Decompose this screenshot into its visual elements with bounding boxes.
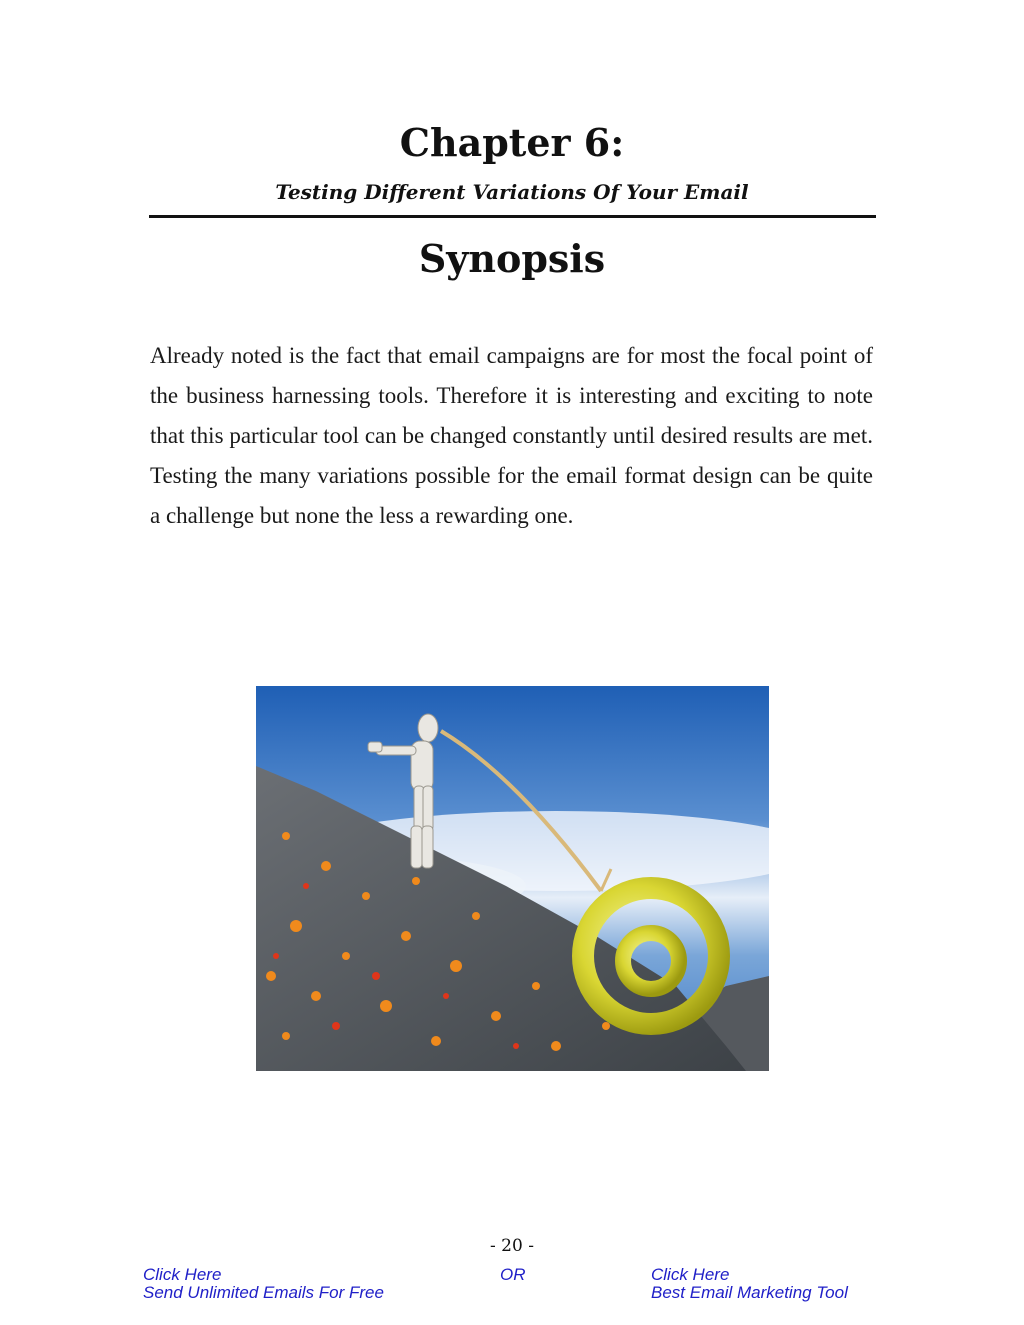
- footer-send-unlimited-emails-link[interactable]: Send Unlimited Emails For Free: [143, 1283, 384, 1302]
- footer-click-here-left-link[interactable]: Click Here: [143, 1265, 222, 1284]
- title-divider: [149, 215, 876, 218]
- section-heading: Synopsis: [418, 236, 606, 281]
- footer-best-email-marketing-tool-link[interactable]: Best Email Marketing Tool: [651, 1283, 848, 1302]
- footer-click-here-right-link[interactable]: Click Here: [651, 1265, 730, 1284]
- mannequin-pulling-at-sign-image: [256, 686, 769, 1071]
- chapter-subtitle: Testing Different Variations Of Your Email: [275, 180, 749, 204]
- page-number: - 20 -: [490, 1236, 534, 1256]
- chapter-title: Chapter 6:: [399, 120, 625, 165]
- footer-or-separator: OR: [500, 1265, 526, 1284]
- synopsis-paragraph: Already noted is the fact that email campaigns are for most the focal point of the business harnessing tools. Therefore it is interesting and exciting to note that this particular tool can be changed constantly until desired results are met. Testing the many variations possible for the email format design can be quite a challenge but none the less a rewarding one.: [150, 343, 873, 528]
